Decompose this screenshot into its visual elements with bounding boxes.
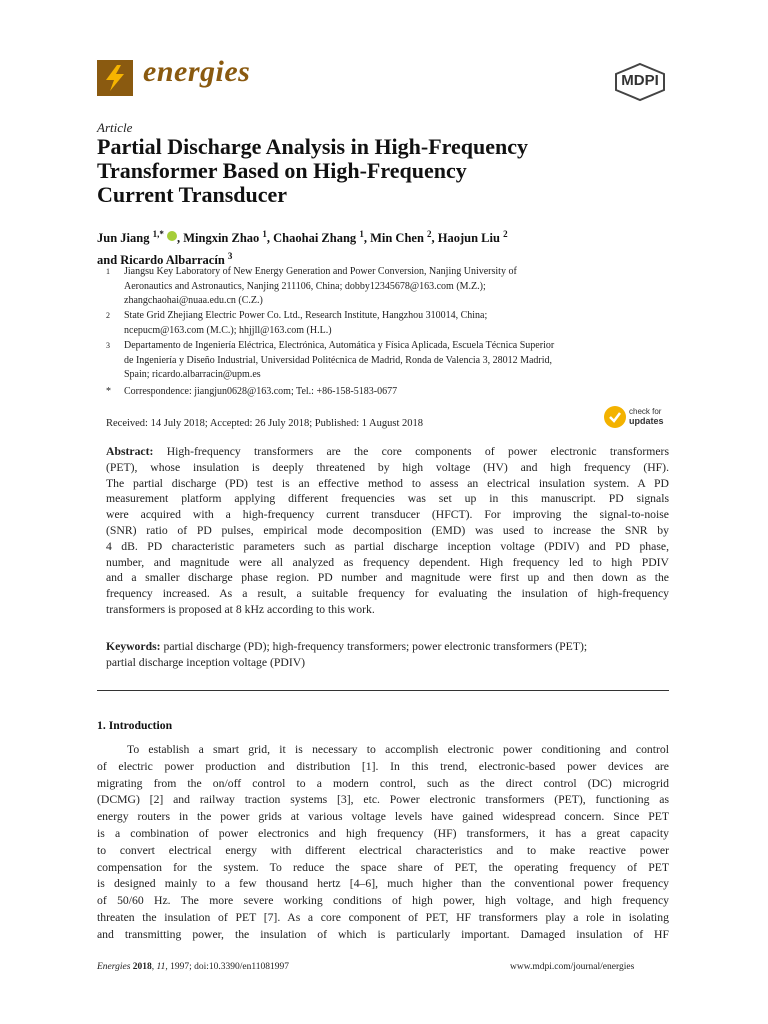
body-line: of 50/60 Hz. The more severe working conditions of high power, high voltage, and high frequency (97, 894, 669, 908)
abstract-line: The partial discharge (PD) test is an effective method to assess an electrical insulation system. A PD (106, 476, 669, 490)
abstract (106, 444, 669, 618)
body-line: and transmitting power, the insulation of which is particularly important. Damaged insulation of HF (97, 927, 669, 941)
correspondence-line: Correspondence: jiangjun0628@163.com; Tel.: +86-158-5183-0677 (124, 386, 398, 397)
keywords (106, 639, 669, 671)
journal-logo-icon (97, 60, 133, 96)
article-type: Article (97, 120, 133, 135)
body-line: migrating from the on/off control to a modern control, such as the direct control (DC) microgrid (97, 776, 669, 790)
affiliation-marker: 1 (262, 229, 267, 239)
affiliation-number: 3 (106, 341, 110, 350)
check-for-updates-button[interactable] (604, 405, 674, 431)
title-line: Transformer Based on High-Frequency (97, 158, 467, 183)
affiliation-line: de Ingeniería y Diseño Industrial, Universidad Politécnica de Madrid, Ronda de Valencia 3, 28012 Madrid, (124, 354, 553, 366)
introduction-body (97, 742, 669, 944)
affiliation-marker: 3 (227, 251, 233, 262)
body-line: is a combination of power electronics and high frequency (HF) transformers, it has a great capacity (97, 826, 669, 840)
keywords-label: Keywords: (106, 640, 161, 653)
abstract-line: number, and magnitude were all analyzed as frequency dependent. High frequency led to high PDIV (106, 555, 669, 569)
abstract-line: (SNR) ratio of PD pulses, empirical mode decomposition (EMD) was used to increase the SNR by (106, 523, 669, 537)
affiliation-line: State Grid Zhejiang Electric Power Co. Ltd., Research Institute, Hangzhou 310014, China; (124, 310, 488, 321)
abstract-line: were acquired with a high-frequency current transducer (HFCT). For improving the signal-to-noise (106, 508, 669, 522)
author-name[interactable]: , Min Chen (363, 231, 424, 246)
article-title (97, 135, 657, 207)
mdpi-logo-icon (612, 62, 668, 102)
body-line: compensation for the system. To reduce the space share of PET, the operating frequency of PET (97, 860, 669, 874)
footer-journal: Energies (97, 962, 131, 972)
abstract-line: transformers is proposed at 8 kHz according to this work. (106, 602, 375, 616)
abstract-label: Abstract: (106, 445, 154, 458)
body-line: of electric power production and distribution [1]. In this trend, electronic-based power devices are (97, 759, 669, 773)
footer-doi[interactable]: , 1997; doi:10.3390/en11081997 (165, 962, 290, 972)
affiliation-2 (106, 309, 666, 339)
abstract-line: frequency increased. As a result, a suitable frequency for evaluating the insulation of high-frequency (106, 587, 669, 601)
checkmark-icon (604, 406, 626, 428)
keywords-line: partial discharge inception voltage (PDIV) (106, 655, 306, 669)
title-line: Current Transducer (97, 182, 288, 207)
orcid-icon[interactable] (167, 231, 177, 241)
affiliation-1 (106, 265, 666, 309)
abstract-line: (PET), whose insulation is deeply threatened by high voltage (HV) and high frequency (HF). (106, 460, 669, 474)
body-line: is designed mainly to a few thousand hertz [4–6], much higher than the conventional power frequency (97, 877, 669, 891)
body-line: energy routers in the power grids at various voltage levels have gained widespread concern. Since PET (97, 810, 669, 824)
title-line: Partial Discharge Analysis in High-Frequency (97, 134, 529, 159)
abstract-line: 4 dB. PD characteristic parameters such as partial discharge inception voltage (PDIV) and PD phase, (106, 539, 669, 553)
footer-volume: 11 (156, 962, 166, 972)
abstract-line: measurement platform applying different frequencies was set up in this manuscript. PD signals (106, 492, 669, 506)
body-line: threaten the insulation of PET [7]. As a core component of PET, HF transformers play a role in isolating (97, 910, 669, 924)
author-name[interactable]: , Mingxin Zhao (176, 231, 260, 246)
affiliation-line: Aeronautics and Astronautics, Nanjing 211106, China; dobby12345678@163.com (M.Z.); (124, 280, 486, 292)
author-name[interactable]: and Ricardo Albarracín (97, 253, 225, 268)
author-name[interactable]: Jun Jiang (97, 231, 150, 246)
affiliation-line: zhangchaohai@nuaa.edu.cn (C.Z.) (124, 295, 263, 306)
affiliation-3 (106, 339, 666, 383)
affiliation-number: 2 (106, 311, 110, 320)
affiliation-line: Departamento de Ingeniería Eléctrica, Electrónica, Automática y Física Aplicada, Escuela Técnica Superior (124, 340, 555, 351)
abstract-line: and a smaller discharge phase region. PD number and magnitude were first up and then down as the (106, 571, 669, 585)
citation-footer: Energies 2018, 11, 1997; doi:10.3390/en11081997 (97, 962, 290, 972)
affiliation-marker: 1 (359, 229, 364, 239)
journal-name: energies (143, 55, 251, 88)
abstract-line: High-frequency transformers are the core components of power electronic transformers (166, 445, 669, 458)
publisher-name: MDPI (621, 72, 659, 89)
author-list (97, 225, 677, 269)
footer-year: 2018 (132, 962, 152, 972)
author-name[interactable]: , Chaohai Zhang (266, 231, 357, 246)
divider (97, 690, 669, 691)
keywords-line: partial discharge (PD); high-frequency transformers; power electronic transformers (PET); (163, 640, 588, 653)
body-line: to convert electrical energy with different electrical characteristics and to make reactive power (97, 843, 669, 857)
check-updates-label: check for (629, 407, 662, 416)
affiliation-marker: 2 (503, 229, 508, 239)
correspondence (106, 385, 666, 401)
affiliation-marker: 2 (427, 229, 432, 239)
affiliation-line: ncepucm@163.com (M.C.); hhjjll@163.com (H.L.) (124, 324, 332, 336)
affiliation-line: Spain; ricardo.albarracin@upm.es (124, 369, 261, 380)
affiliation-number: * (106, 386, 111, 397)
journal-url-link[interactable]: www.mdpi.com/journal/energies (510, 962, 635, 972)
affiliation-number: 1 (106, 267, 110, 276)
check-updates-label: updates (629, 416, 664, 426)
body-line: (DCMG) [2] and railway traction systems [3], etc. Power electronic transformers (PET), functioning as (97, 793, 669, 807)
section-heading: 1. Introduction (97, 719, 173, 732)
body-line: To establish a smart grid, it is necessary to accomplish electronic power conditioning and control (127, 743, 669, 756)
publication-dates: Received: 14 July 2018; Accepted: 26 July 2018; Published: 1 August 2018 (106, 418, 424, 429)
affiliation-marker: 1,* (152, 229, 164, 239)
author-name[interactable]: , Haojun Liu (431, 231, 500, 246)
affiliation-line: Jiangsu Key Laboratory of New Energy Generation and Power Conversion, Nanjing University of (124, 266, 517, 277)
